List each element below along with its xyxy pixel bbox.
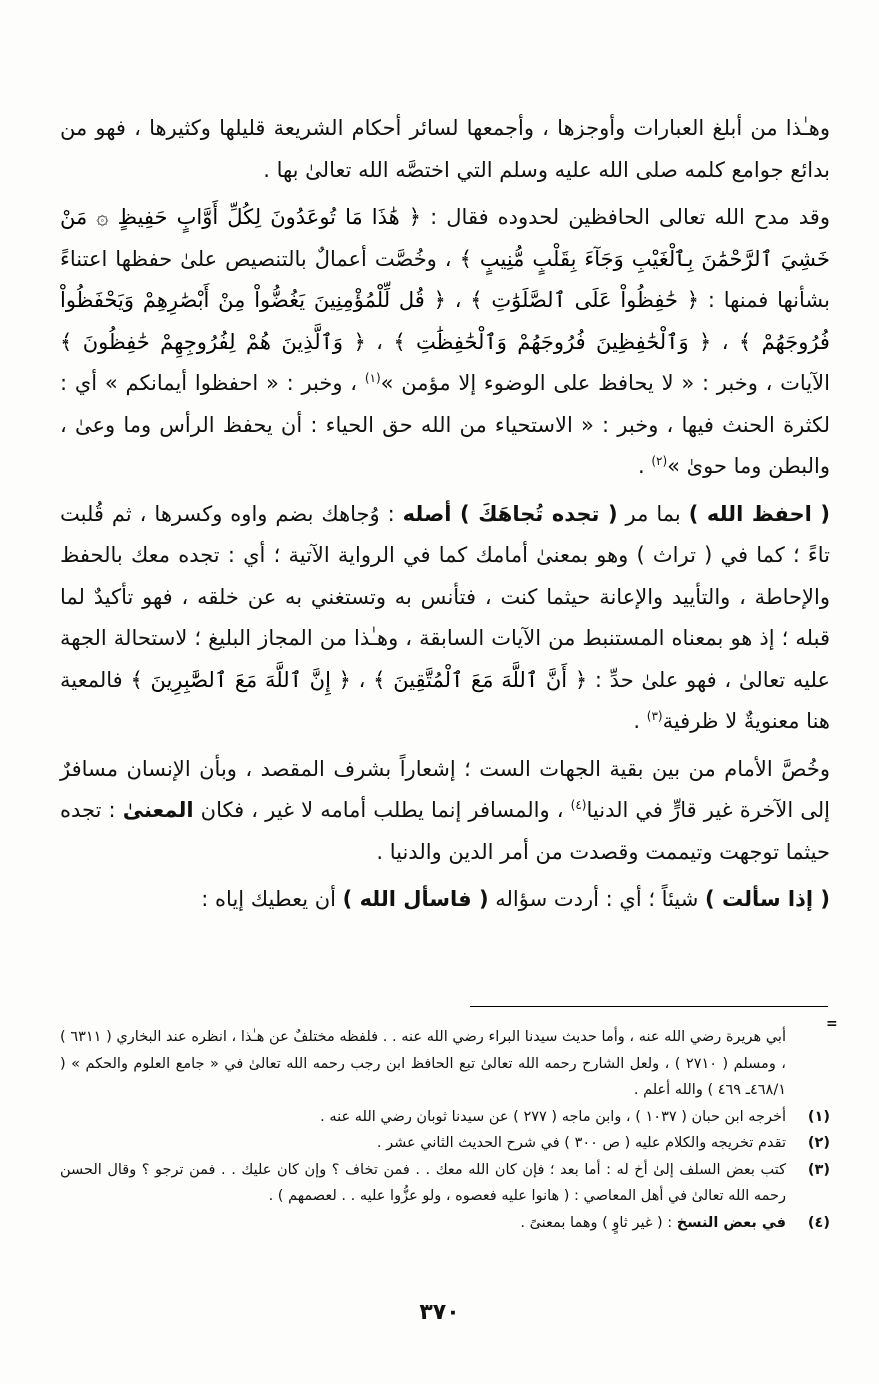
p2-mid: ، وخُصَّت أعمالٌ بالتنصيص علىٰ حفظها اعتناءً بشأنها فمنها : <box>60 246 830 312</box>
footnote-number: (٣) <box>807 1161 830 1178</box>
footnote-ref: (١) <box>364 371 381 385</box>
separator: ، <box>350 667 374 692</box>
footnote-text <box>60 1210 786 1237</box>
separator: ، <box>711 329 739 354</box>
footnote-item <box>60 1130 830 1157</box>
footnote-ref: (٤) <box>570 798 587 812</box>
footnote-text: كتب بعض السلف إلىٰ أخ له : أما بعد ؛ فإن كان الله معك . . فمن تخاف ؟ وإن كان عليك . . فمن ترجو ؟ وقال الحسن رحمه الله تعالىٰ في أهل المعاصي : ( هانوا عليه فعصوه ، ولو عزُّوا عليه . . لعصمهم ) . <box>60 1161 786 1204</box>
footnote-rest: : ( غير ثاوٍ ) وهما بمعنىً . <box>520 1214 677 1231</box>
p3-text-b: : وُجاهك بضم واوه وكسرها ، ثم قُلبت تاءً ؛ كما في ( تراث ) وهو بمعنىٰ أمامك كما في الرواية الآتية ؛ أي : تجده معك بالحفظ والإحاطة ، والتأييد والإعانة حيثما كنت ، فتأنس به وتستغني به عن خلقه ، فهو تأكيدٌ لما قبله ؛ إذ هو بمعناه المستنبط من الآيات السابقة ، وهـٰذا من المجاز البليغ ؛ لاستحالة الجهة عليه تعالىٰ ، فهو علىٰ حدِّ : <box>60 501 830 692</box>
footnote-number: (١) <box>807 1108 830 1125</box>
footnote-text: تقدم تخريجه والكلام عليه ( ص ٣٠٠ ) في شرح الحديث الثاني عشر . <box>376 1135 786 1151</box>
p3-end: . <box>633 709 647 733</box>
continuation-marker: = <box>826 1016 838 1032</box>
quran-verse: ﴿ إِنَّ ٱللَّهَ مَعَ ٱلصَّٰبِرِينَ ﴾ <box>130 667 351 692</box>
footnote-number: (٢) <box>807 1135 830 1151</box>
p3-text-c: فالمعية هنا معنويةٌ لا ظرفية <box>60 667 830 733</box>
footnote-item <box>60 1210 830 1237</box>
p4-text-a: وخُصَّ الأمام من بين بقية الجهات الست ؛ إشعاراً بشرف المقصد ، وبأن الإنسان مسافرٌ إلى الآخرة غير قارٍّ في الدنيا <box>60 756 830 822</box>
footnote-continuation: أبي هريرة رضي الله عنه ، وأما حديث سيدنا البراء رضي الله عنه . . فلفظه مختلفٌ عن هـٰذا ، انظره عند البخاري ( ٦٣١١ ) ، ومسلم ( ٢٧١٠ ) ، ولعل الشارح رحمه الله تعالىٰ تبع الحافظ ابن رجب رحمه الله تعالىٰ في « جامع العلوم والحكم » ( ٤٦٨/١ـ ٤٦٩ ) والله أعلم . <box>60 1029 786 1098</box>
p4-text-c: : تجده حيثما توجهت وتيممت وقصدت من أمر الدين والدنيا . <box>60 798 830 864</box>
hadith-keyword: ( إذا سألت ) <box>705 887 830 911</box>
p2-intro: وقد مدح الله تعالى الحافظين لحدوده فقال : <box>421 205 830 229</box>
footnote-ref: (٢) <box>651 454 668 468</box>
page-number: ٣٧٠ <box>419 1300 460 1325</box>
hadith-keyword: ( احفظ الله ) <box>688 501 830 526</box>
quran-verse: ﴿ وَٱلَّذِينَ هُمْ لِفُرُوجِهِمْ حَٰفِظُونَ ﴾ <box>60 329 366 354</box>
footnote-separator <box>470 1006 828 1007</box>
separator: ، <box>445 288 471 312</box>
p2-end: . <box>637 454 652 478</box>
footnote-number: (٤) <box>807 1214 830 1231</box>
separator: ، <box>365 329 394 354</box>
quran-verse: ﴿ حَٰفِظُواْ عَلَى ٱلصَّلَوَٰتِ ﴾ <box>470 288 700 312</box>
quran-verse: ﴿ أَنَّ ٱللَّهَ مَعَ ٱلْمُتَّقِينَ ﴾ <box>373 667 588 692</box>
quran-verse: ﴿ هَٰذَا مَا تُوعَدُونَ لِكُلِّ أَوَّابٍ حَفِيظٍ ۞ مَنْ خَشِيَ ٱلرَّحْمَٰنَ بِٱلْغَيْبِ وَجَآءَ بِقَلْبٍ مُّنِيبٍ ﴾ <box>60 205 831 271</box>
footnote-ref: (٣) <box>646 709 663 723</box>
quran-verse: ﴿ وَٱلْحَٰفِظِينَ فُرُوجَهُمْ وَٱلْحَٰفِظَٰتِ ﴾ <box>393 329 712 354</box>
hadith-keyword: ( فاسأل الله ) <box>342 887 489 911</box>
paragraph-1 <box>60 108 830 191</box>
p4-text-b: ، والمسافر إنما يطلب أمامه لا غير ، فكان <box>193 798 571 822</box>
hadith-keyword: ( تجده تُجاهَكَ ) أصله <box>402 501 618 526</box>
footnote-bold-lead: في بعض النسخ <box>676 1214 786 1231</box>
paragraph-1-text: وهـٰذا من أبلغ العبارات وأوجزها ، وأجمعها لسائر أحكام الشريعة قليلها وكثيرها ، فهو من بدائع جوامع كلمه صلى الله عليه وسلم التي اختصَّه الله تعالىٰ بها . <box>60 116 830 182</box>
p5-text-b: أن يعطيك إياه : <box>201 887 343 911</box>
p3-text-a: بما مر <box>617 501 689 526</box>
footnote-text: أخرجه ابن حبان ( ١٠٣٧ ) ، وابن ماجه ( ٢٧٧ ) عن سيدنا ثوبان رضي الله عنه . <box>320 1108 786 1125</box>
p2-text-b: ، وخبر : « احفظوا أيمانكم » أي : لكثرة الحنث فيها ، وخبر : « الاستحياء من الله حق الحياء : أن يحفظ الرأس وما وعىٰ ، والبطن وما حوىٰ » <box>60 371 830 478</box>
footnote-item <box>60 1157 830 1210</box>
p5-text-a: شيئاً ؛ أي : أردت سؤاله <box>488 887 706 911</box>
quran-verse: ﴿ قُل لِّلْمُؤْمِنِينَ يَغُضُّواْ مِنْ أَبْصَٰرِهِمْ وَيَحْفَظُواْ فُرُوجَهُمْ ﴾ <box>60 288 830 354</box>
p2-text-a: الآيات ، وخبر : « لا يحافظ على الوضوء إلا مؤمن » <box>380 371 830 395</box>
keyword-meaning: المعنىٰ <box>122 798 194 822</box>
paragraph-5 <box>60 879 830 921</box>
paragraph-4 <box>60 749 830 874</box>
main-text <box>60 108 830 921</box>
footnotes <box>60 1024 830 1236</box>
paragraph-2 <box>60 197 830 488</box>
footnote-item <box>60 1104 830 1131</box>
paragraph-3 <box>60 494 830 743</box>
